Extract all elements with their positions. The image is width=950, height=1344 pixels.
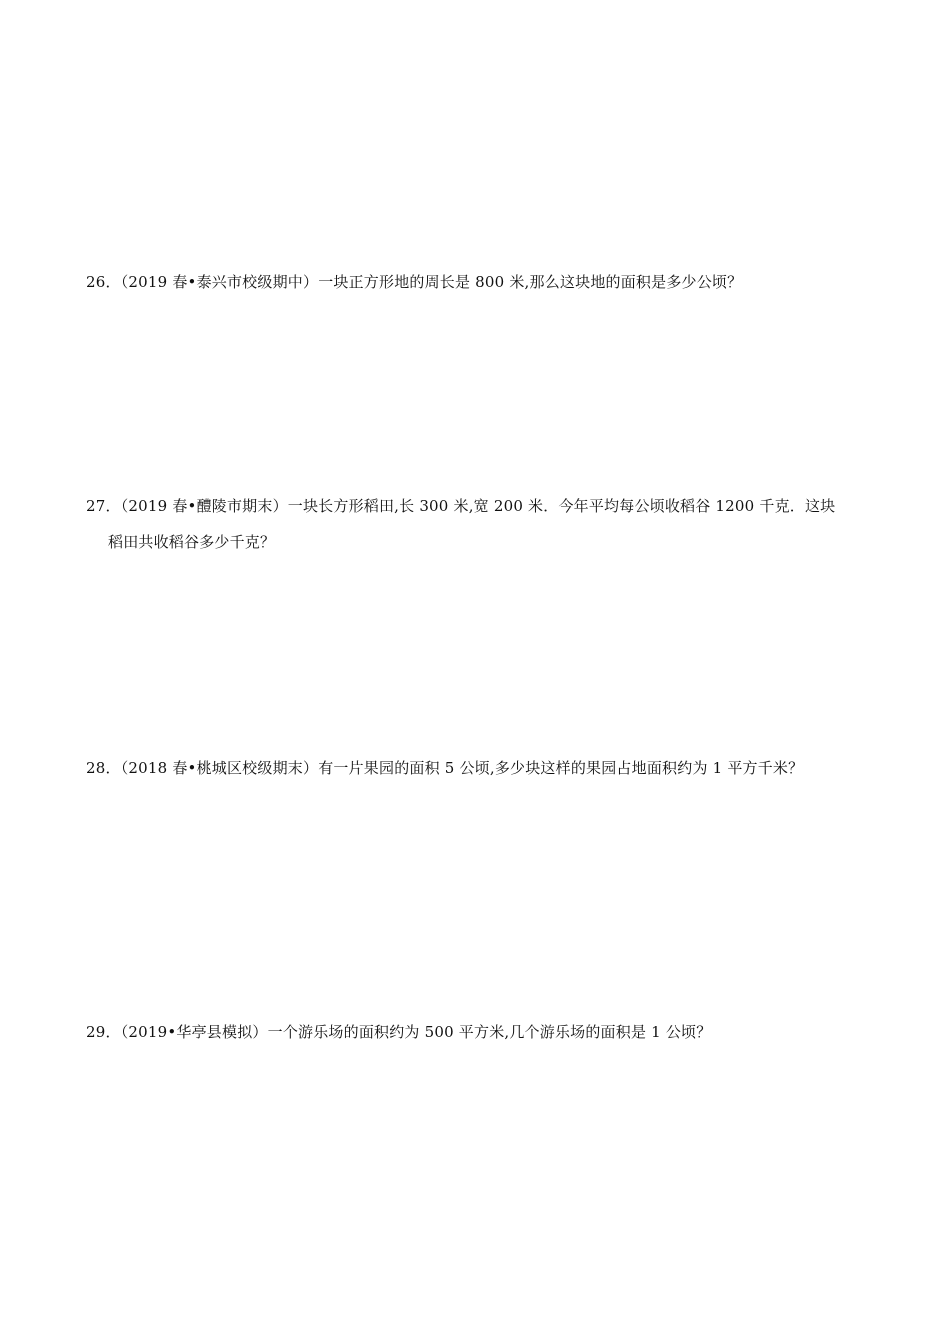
question-line bbox=[86, 488, 876, 524]
question-line bbox=[86, 1014, 876, 1050]
question-line bbox=[86, 750, 876, 786]
question-text-continued: 稻田共收稻谷多少千克？ bbox=[108, 533, 276, 551]
question-text: 一块正方形地的周长是 800 米,那么这块地的面积是多少公顷？ bbox=[318, 273, 743, 291]
question-number: 29． bbox=[86, 1023, 121, 1041]
question-source: （2019 春•泰兴市校级期中） bbox=[120, 273, 319, 291]
question-text: 有一片果园的面积 5 公顷,多少块这样的果园占地面积约为 1 平方千米？ bbox=[318, 759, 804, 777]
question-source: （2019 春•醴陵市期末） bbox=[120, 497, 288, 515]
question-source: （2018 春•桃城区校级期末） bbox=[120, 759, 319, 777]
question-number: 27． bbox=[86, 497, 121, 515]
question-26 bbox=[86, 264, 876, 300]
question-text: 一个游乐场的面积约为 500 平方米,几个游乐场的面积是 1 公顷？ bbox=[267, 1023, 712, 1041]
question-line bbox=[86, 264, 876, 300]
question-source: （2019•华亭县模拟） bbox=[120, 1023, 268, 1041]
question-28 bbox=[86, 750, 876, 786]
question-number: 28． bbox=[86, 759, 121, 777]
question-27 bbox=[86, 488, 876, 560]
question-number: 26． bbox=[86, 273, 121, 291]
question-text: 一块长方形稻田,长 300 米,宽 200 米．今年平均每公顷收稻谷 1200 千克．这块 bbox=[287, 497, 836, 515]
question-29 bbox=[86, 1014, 876, 1050]
